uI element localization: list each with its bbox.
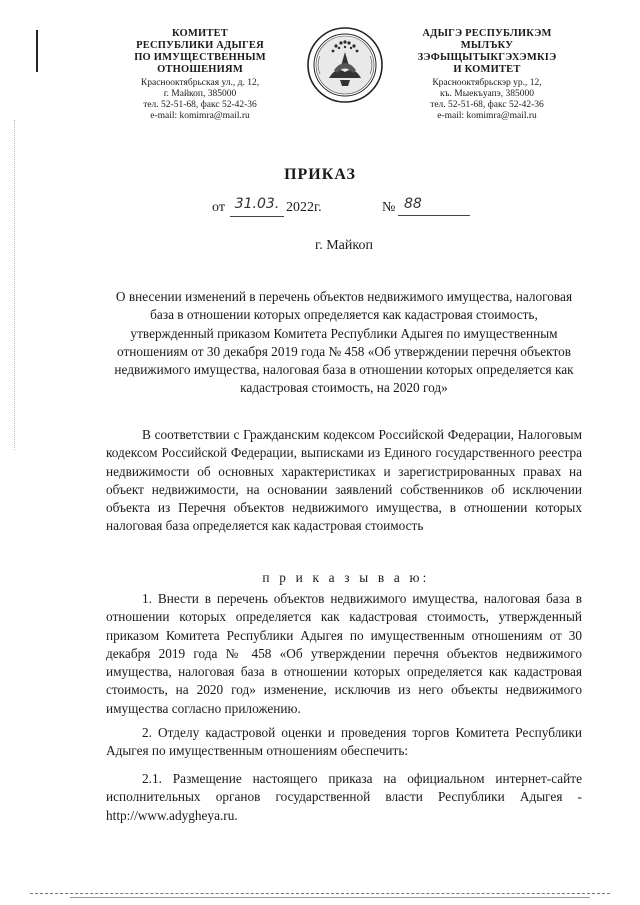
order-subject: О внесении изменений в перечень объектов недвижимого имущества, налоговая база в отношении которых определяется как кадастровая стоимость, утвержденный приказом Комитета Республики Адыгея по имущественным отношениям от 30 декабря 2019 года № 458 «Об утверждении перечня объектов недвижимого имущества, налоговая база в отношении которых определяется как кадастровая стоимость, на 2020 год» — [114, 289, 574, 396]
header-left — [100, 28, 300, 122]
org-name-line: ПО ИМУЩЕСТВЕННЫМ ОТНОШЕНИЯМ — [134, 52, 266, 75]
org-email: e-mail: komimra@mail.ru — [437, 111, 537, 121]
document-title: ПРИКАЗ — [284, 166, 356, 183]
scan-margin-mark — [36, 30, 38, 72]
org-city: къ. Мыекъуапэ, 385000 — [440, 89, 534, 99]
org-name-ady — [392, 28, 582, 76]
document-city: г. Майкоп — [315, 238, 373, 253]
order-directive-word: п р и к а з ы в а ю: — [262, 570, 430, 585]
org-contacts-ady — [392, 78, 582, 122]
org-name-line: КОМИТЕТ — [171, 28, 228, 39]
order-from-label: от — [212, 200, 225, 215]
org-name-line: МЫЛЪКУ ЗЭФЫЩЫТЫКГЭХЭМКIЭ — [417, 40, 557, 63]
order-item-2: 2. Отделу кадастровой оценки и проведения торгов Комитета Республики Адыгея по имущественным отношениям обеспечить: — [106, 725, 582, 759]
preamble-paragraph: В соответствии с Гражданским кодексом Российской Федерации, Налоговым кодексом Российской Федерации, выписками из Единого государственного реестра недвижимости об основных характеристиках и зарегистрированных правах на объект недвижимости, на основании заявлений собственников об исключении объекта из Перечня объектов недвижимого имущества, в отношении которых налоговая база определяется как кадастровая стоимость — [106, 427, 582, 534]
order-date-number-line — [200, 196, 500, 220]
org-name-line: РЕСПУБЛИКИ АДЫГЕЯ — [136, 40, 264, 51]
order-number-label: № — [382, 200, 396, 215]
scan-bottom-edge — [70, 897, 590, 899]
org-address: Краснооктябрьскэр ур., 12, — [432, 78, 542, 88]
scan-bottom-edge — [30, 893, 610, 895]
org-city: г. Майкоп, 385000 — [163, 89, 237, 99]
order-item-2-1: 2.1. Размещение настоящего приказа на официальном интернет-сайте исполнительных органов государственной власти Республики Адыгея - http://www.adygheya.ru. — [106, 771, 582, 823]
order-number-handwritten: 88 — [398, 196, 470, 216]
org-email: e-mail: komimra@mail.ru — [150, 111, 250, 121]
header-right — [392, 28, 582, 122]
order-item-1: 1. Внести в перечень объектов недвижимого имущества, налоговая база в отношении которых определяется как кадастровая стоимость, утвержденный приказом Комитета Республики Адыгея по имущественным отношениям от 30 декабря 2019 года № 458 «Об утверждении перечня объектов недвижимого имущества, налоговая база в отношении которых определяется как кадастровая стоимость, на 2020 год» изменение, исключив из него объекты недвижимого имущества согласно приложению. — [106, 591, 582, 716]
org-name-line: И КОМИТЕТ — [453, 64, 521, 75]
org-address: Краснооктябрьская ул., д. 12, — [140, 78, 260, 88]
org-name-ru — [100, 28, 300, 76]
org-phone: тел. 52-51-68, факс 52-42-36 — [430, 100, 544, 110]
republic-of-adygea-coat-of-arms-icon — [306, 26, 384, 104]
order-year: 2022г. — [286, 200, 322, 215]
org-contacts-ru — [100, 78, 300, 122]
org-phone: тел. 52-51-68, факс 52-42-36 — [143, 100, 257, 110]
order-date-handwritten: 31.03. — [230, 196, 284, 217]
org-name-line: АДЫГЭ РЕСПУБЛИКЭМ — [422, 28, 552, 39]
